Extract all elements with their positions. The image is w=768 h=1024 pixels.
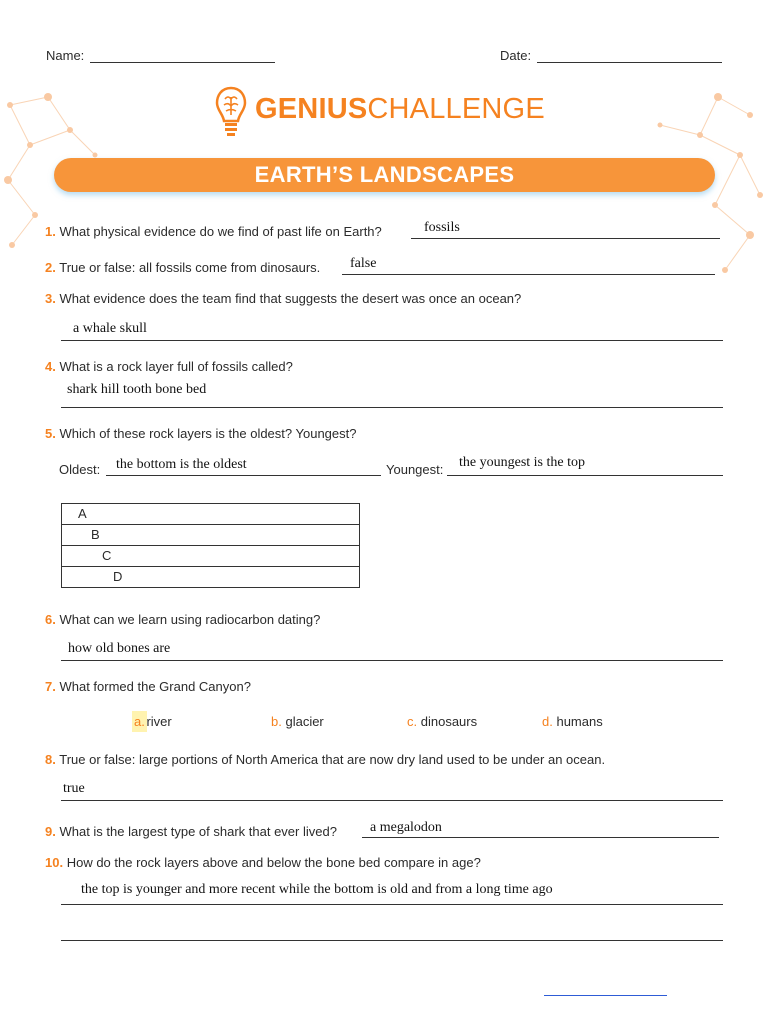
question-7 [45,679,251,694]
oldest-label: Oldest: [59,462,101,477]
answer-8: true [63,781,85,796]
title-banner [54,158,715,192]
question-9 [45,824,337,839]
question-6 [45,612,320,627]
brand-regular: CHALLENGE [367,93,545,125]
question-1 [45,224,382,239]
brand-bold: GENIUS [255,93,368,125]
question-4 [45,359,293,374]
answer-10: the top is younger and more recent while the bottom is old and from a long time ago [81,882,553,897]
oldest-field[interactable] [106,475,381,476]
question-text: Which of these rock layers is the oldest? Youngest? [59,426,357,441]
question-3 [45,291,521,306]
answer-line-9[interactable] [362,837,719,838]
rock-layer-row [62,524,359,545]
answer-line-1[interactable] [411,238,720,239]
question-5 [45,426,356,441]
choice-letter: b. [271,714,282,729]
rock-layer-label: C [102,548,112,563]
choice-d[interactable] [542,714,603,729]
question-number: 8. [45,752,56,767]
choice-c[interactable] [407,714,477,729]
choice-text: glacier [285,714,324,729]
question-text: True or false: all fossils come from dinosaurs. [59,260,321,275]
question-number: 3. [45,291,56,306]
choice-letter: c. [407,714,418,729]
choice-a[interactable] [135,714,172,729]
question-10 [45,855,481,870]
question-text: What is a rock layer full of fossils called? [59,359,293,374]
youngest-answer: the youngest is the top [459,455,585,470]
choice-text: river [146,714,172,729]
question-text: What physical evidence do we find of past life on Earth? [59,224,382,239]
question-text: How do the rock layers above and below the bone bed compare in age? [66,855,481,870]
date-label: Date: [500,48,532,63]
question-8 [45,752,605,767]
footer-link-underline[interactable] [544,995,667,996]
answer-line-10a[interactable] [61,904,723,905]
rock-layer-label: D [113,569,123,584]
answer-line-6[interactable] [61,660,723,661]
choice-text: dinosaurs [420,714,478,729]
answer-1: fossils [424,220,460,235]
question-number: 6. [45,612,56,627]
page-title: EARTH’S LANDSCAPES [254,162,515,187]
question-number: 7. [45,679,56,694]
answer-3: a whale skull [73,321,147,336]
question-number: 5. [45,426,56,441]
question-text: What can we learn using radiocarbon dating? [59,612,321,627]
answer-line-4[interactable] [61,407,723,408]
answer-2: false [350,256,377,271]
question-text: What evidence does the team find that suggests the desert was once an ocean? [59,291,522,306]
choice-letter: d. [542,714,553,729]
youngest-label: Youngest: [386,462,444,477]
brand-logo [255,93,545,126]
name-label: Name: [46,48,85,63]
choice-letter: a. [134,714,145,729]
rock-layer-label: A [78,506,87,521]
question-number: 2. [45,260,56,275]
answer-line-8[interactable] [61,800,723,801]
name-field[interactable] [90,62,275,63]
question-number: 9. [45,824,56,839]
choice-text: humans [556,714,603,729]
answer-line-2[interactable] [342,274,715,275]
rock-layer-row [62,504,359,524]
question-number: 1. [45,224,56,239]
question-text: What is the largest type of shark that ever lived? [59,824,337,839]
answer-9: a megalodon [370,820,442,835]
rock-layer-row [62,545,359,566]
question-number: 4. [45,359,56,374]
question-2 [45,260,320,275]
youngest-field[interactable] [447,475,723,476]
choice-b[interactable] [271,714,324,729]
question-number: 10. [45,855,64,870]
oldest-answer: the bottom is the oldest [116,457,247,472]
answer-line-10b[interactable] [61,940,723,941]
question-text: True or false: large portions of North America that are now dry land used to be under an ocean. [59,752,606,767]
rock-layers-table [61,503,360,588]
answer-4: shark hill tooth bone bed [67,382,207,397]
answer-line-3[interactable] [61,340,723,341]
rock-layer-label: B [91,527,100,542]
lightbulb-brain-icon [214,85,248,137]
rock-layer-row [62,566,359,587]
answer-6: how old bones are [68,641,171,656]
date-field[interactable] [537,62,722,63]
question-text: What formed the Grand Canyon? [59,679,251,694]
